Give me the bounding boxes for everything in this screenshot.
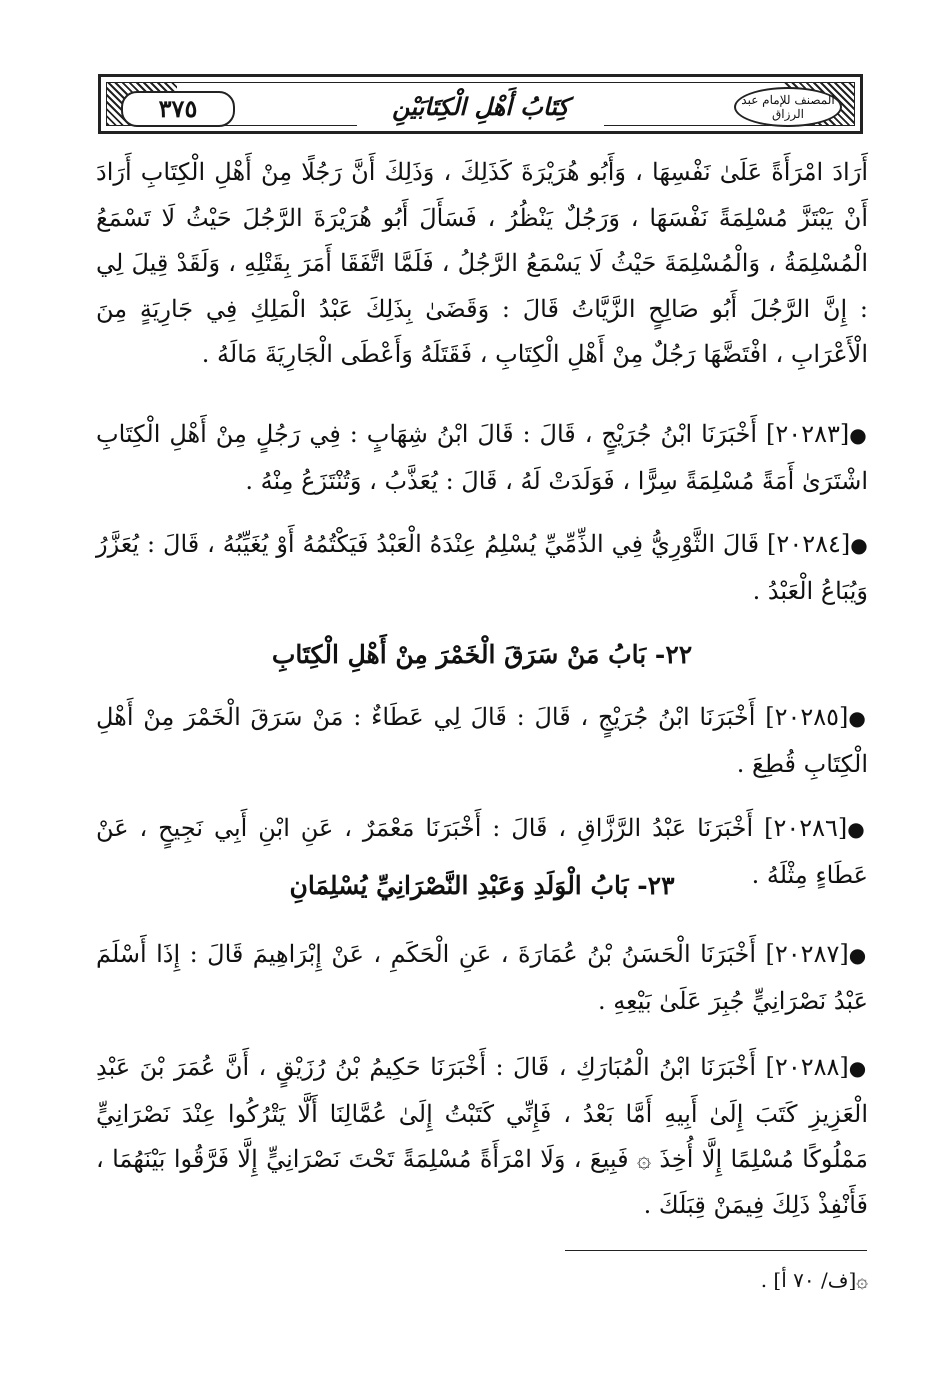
chapter-heading-23: ٢٣- بَابُ الْوَلَدِ وَعَبْدِ النَّصْرَانِيِّ يُسْلِمَانِ: [289, 871, 675, 900]
bullet-icon: ●: [850, 533, 868, 557]
hadith-number: [٢٠٢٨٤]: [767, 530, 851, 558]
hadith-20284: [96, 522, 868, 614]
header-frame: [106, 82, 855, 126]
hadith-number: [٢٠٢٨٥]: [765, 703, 849, 731]
hadith-20287: [96, 932, 868, 1024]
hadith-number: [٢٠٢٨٣]: [766, 420, 850, 448]
continuation-paragraph: [96, 150, 868, 378]
hadith-text: أَخْبَرَنَا الْحَسَنُ بْنُ عُمَارَةَ ، عَنِ الْحَكَمِ ، عَنْ إِبْرَاهِيمَ قَالَ : إِذَا أَسْلَمَ عَبْدُ نَصْرَانِيٍّ جُبِرَ عَلَىٰ بَيْعِهِ .: [96, 940, 868, 1015]
paragraph-text: أَرَادَ امْرَأَةً عَلَىٰ نَفْسِهَا ، وَأَبُو هُرَيْرَةَ كَذَلِكَ ، وَذَلِكَ أَنَّ رَجُلًا مِنْ أَهْلِ الْكِتَابِ أَرَادَ أَنْ يَبْتَزَّ مُسْلِمَةً نَفْسَهَا ، وَرَجُلٌ يَنْظُرُ ، فَسَأَلَ أَبُو هُرَيْرَةَ الرَّجُلَ حَيْثُ لَا تَسْمَعُ الْمُسْلِمَةُ ، وَالْمُسْلِمَةَ حَيْثُ لَا يَسْمَعُ الرَّجُلُ ، فَلَمَّا اتَّفَقَا أَمَرَ بِقَتْلِهِ ، وَلَقَدْ قِيلَ لِي : إِنَّ الرَّجُلَ أَبُو صَالِحٍ الزَّيَّاتُ قَالَ : وَقَضَىٰ بِذَلِكَ عَبْدُ الْمَلِكِ فِي جَارِيَةٍ مِنَ الْأَعْرَابِ ، افْتَضَّهَا رَجُلٌ مِنْ أَهْلِ الْكِتَابِ ، فَقَتَلَهُ وَأَعْطَى الْجَارِيَةَ مَالَهُ .: [96, 158, 868, 368]
chapter-heading-22: ٢٢- بَابُ مَنْ سَرَقَ الْخَمْرَ مِنْ أَهْلِ الْكِتَابِ: [271, 640, 693, 669]
hadith-20283: [96, 412, 868, 504]
bullet-icon: ●: [849, 423, 868, 447]
bullet-icon: ●: [848, 706, 869, 730]
hadith-number: [٢٠٢٨٨]: [765, 1053, 849, 1081]
hadith-20288: [96, 1045, 868, 1228]
hadith-text: أَخْبَرَنَا ابْنُ الْمُبَارَكِ ، قَالَ : أَخْبَرَنَا حَكِيمُ بْنُ رُزَيْقٍ ، أَنَّ عُمَرَ بْنَ عَبْدِ الْعَزِيزِ كَتَبَ إِلَىٰ أَبِيهِ أَمَّا بَعْدُ ، فَإِنِّي كَتَبْتُ إِلَىٰ عُمَّالِنَا أَلَّا يَتْرُكُوا عِنْدَ نَصْرَانِيٍّ مَمْلُوكًا مُسْلِمًا إِلَّا أُخِذَ ۞ فَبِيعَ ، وَلَا امْرَأَةً مُسْلِمَةً تَحْتَ نَصْرَانِيٍّ إِلَّا فَرَّقُوا بَيْنَهُمَا ، فَأَنْفِذْ ذَلِكَ فِيمَنْ قِبَلَكَ .: [96, 1053, 868, 1219]
hadith-text: أَخْبَرَنَا عَبْدُ الرَّزَّاقِ ، قَالَ : أَخْبَرَنَا مَعْمَرٌ ، عَنِ ابْنِ أَبِي نَجِيحٍ ، عَنْ عَطَاءٍ مِثْلَهُ .: [96, 814, 868, 889]
hadith-text: أَخْبَرَنَا ابْنُ جُرَيْجٍ ، قَالَ : قَالَ ابْنُ شِهَابٍ : فِي رَجُلٍ مِنْ أَهْلِ الْكِتَابِ اشْتَرَىٰ أَمَةً مُسْلِمَةً سِرًّا ، فَوَلَدَتْ لَهُ ، قَالَ : يُعَذَّبُ ، وَتُنْتَزَعُ مِنْهُ .: [96, 420, 868, 495]
hadith-text: أَخْبَرَنَا ابْنُ جُرَيْجٍ ، قَالَ : قَالَ لِي عَطَاءٌ : مَنْ سَرَقَ الْخَمْرَ مِنْ أَهْلِ الْكِتَابِ قُطِعَ .: [96, 703, 868, 778]
bullet-icon: ●: [847, 817, 868, 841]
hadith-20285: [96, 695, 868, 787]
bullet-icon: ●: [848, 1056, 868, 1080]
footnote-divider: [565, 1250, 867, 1251]
page-number: ٣٧٥: [121, 91, 235, 127]
footnote: ۞[ف/ ٧٠ أ] .: [760, 1268, 868, 1292]
hadith-number: [٢٠٢٨٧]: [765, 940, 849, 968]
page-header: [98, 74, 863, 134]
bullet-icon: ●: [848, 943, 868, 967]
hadith-text: قَالَ الثَّوْرِيُّ فِي الذِّمِّيِّ يُسْلِمُ عِنْدَهُ الْعَبْدُ فَيَكْتُمُهُ أَوْ يُغَيِّبُهُ ، قَالَ : يُعَزَّرُ وَيُبَاعُ الْعَبْدُ .: [96, 530, 868, 605]
book-seal-logo: المصنف للإمام عبد الرزاق: [734, 87, 842, 127]
book-title: كِتَابُ أَهْلِ الْكِتَابَيْنِ: [357, 87, 604, 127]
hadith-number: [٢٠٢٨٦]: [764, 814, 848, 842]
